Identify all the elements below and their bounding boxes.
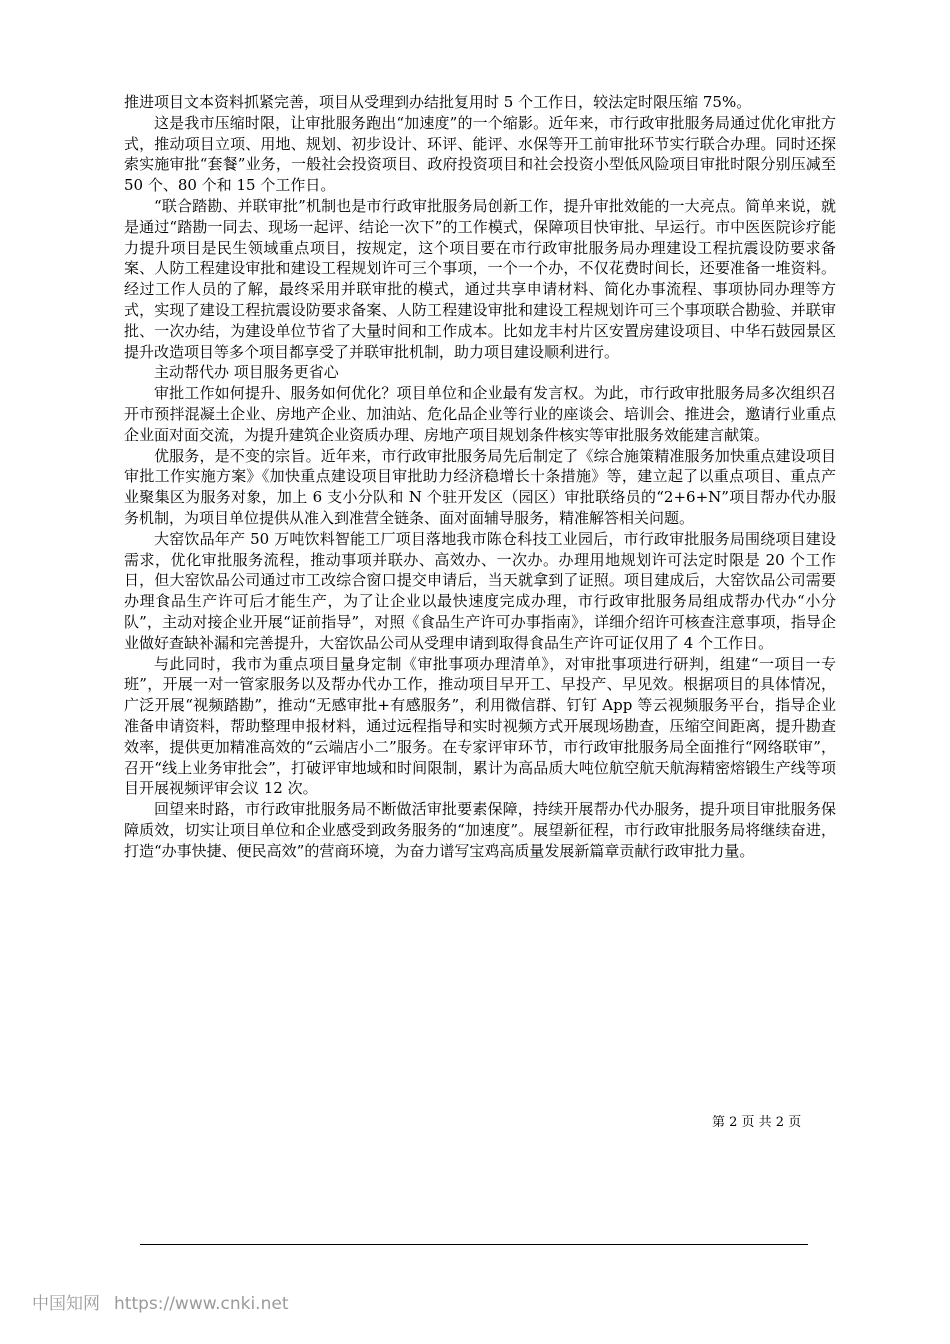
watermark-brand: 中国知网 bbox=[32, 1294, 100, 1314]
paragraph: 回望来时路，市行政审批服务局不断做活审批要素保障，持续开展帮办代办服务，提升项目审批服务保障质效，切实让项目单位和企业感受到政务服务的“加速度”。展望新征程，市行政审批服务局将继续奋进，打造“办事快捷、便民高效”的营商环境，为奋力谱写宝鸡高质量发展新篇章贡献行政审批力量。 bbox=[124, 800, 836, 860]
paragraph: 优服务，是不变的宗旨。近年来，市行政审批服务局先后制定了《综合施策精准服务加快重点建设项目审批工作实施方案》《加快重点建设项目审批助力经济稳增长十条措施》等，建立起了以重点项目、重点产业聚集区为服务对象，加上 6 支小分队和 N 个驻开发区（园区）审批联络员的“2+6+N”项目帮办代办服务机制，为项目单位提供从准入到准营全链条、面对面辅导服务，精准解答相关问题。 bbox=[124, 446, 836, 527]
page-number: 第 2 页 共 2 页 bbox=[712, 1115, 802, 1130]
paragraph: 审批工作如何提升、服务如何优化？项目单位和企业最有发言权。为此，市行政审批服务局多次组织召开市预拌混凝土企业、房地产企业、加油站、危化品企业等行业的座谈会、培训会、推进会，邀请行业重点企业面对面交流，为提升建筑企业资质办理、房地产项目规划条件核实等审批服务效能建言献策。 bbox=[124, 384, 836, 444]
paragraph: “联合踏勘、并联审批”机制也是市行政审批服务局创新工作，提升审批效能的一大亮点。简单来说，就是通过“踏勘一同去、现场一起评、结论一次下”的工作模式，保障项目快审批、早运行。市中医医院诊疗能力提升项目是民生领域重点项目，按规定，这个项目要在市行政审批服务局办理建设工程抗震设防要求备案、人防工程建设审批和建设工程规划许可三个事项，一个一个办，不仅花费时间长，还要准备一堆资料。经过工作人员的了解，最终采用并联审批的模式，通过共享申请材料、简化办事流程、事项协同办理等方式，实现了建设工程抗震设防要求备案、人防工程建设审批和建设工程规划许可三个事项联合勘验、并联审批、一次办结，为建设单位节省了大量时间和工作成本。比如龙丰村片区安置房建设项目、中华石鼓园景区提升改造项目等多个项目都享受了并联审批机制，助力项目建设顺利进行。 bbox=[124, 196, 836, 361]
article-body bbox=[124, 92, 836, 861]
cnki-watermark bbox=[32, 1293, 288, 1315]
paragraph: 大窑饮品年产 50 万吨饮料智能工厂项目落地我市陈仓科技工业园后，市行政审批服务局围绕项目建设需求，优化审批服务流程，推动事项并联办、高效办、一次办。办理用地规划许可法定时限是 20 个工作日，但大窑饮品公司通过市工改综合窗口提交申请后，当天就拿到了证照。项目建成后，大窑饮品公司需要办理食品生产许可后才能生产，为了让企业以最快速度完成办理，市行政审批服务局组成帮办代办“小分队”，主动对接企业开展“证前指导”，对照《食品生产许可办事指南》，详细介绍许可核查注意事项，指导企业做好查缺补漏和完善提升，大窑饮品公司从受理申请到取得食品生产许可证仅用了 4 个工作日。 bbox=[124, 529, 836, 652]
paragraph: 与此同时，我市为重点项目量身定制《审批事项办理清单》，对审批事项进行研判，组建“一项目一专班”，开展一对一管家服务以及帮办代办工作，推动项目早开工、早投产、早见效。根据项目的具体情况，广泛开展“视频踏勘”，推动“无感审批+有感服务”，利用微信群、钉钉 App 等云视频服务平台，指导企业准备申请资料，帮助整理申报材料，通过远程指导和实时视频方式开展现场勘查，压缩空间距离，提升勘查效率，提供更加精准高效的“云端店小二”服务。在专家评审环节，市行政审批服务局全面推行“网络联审”，召开“线上业务审批会”，打破评审地域和时间限制，累计为高品质大吨位航空航天航海精密熔锻生产线等项目开展视频评审会议 12 次。 bbox=[124, 654, 836, 798]
watermark-url[interactable]: https://www.cnki.net bbox=[114, 1294, 289, 1314]
paragraph: 这是我市压缩时限，让审批服务跑出“加速度”的一个缩影。近年来，市行政审批服务局通过优化审批方式，推动项目立项、用地、规划、初步设计、环评、能评、水保等开工前审批环节实行联合办理。同时还探索实施审批“套餐”业务，一般社会投资项目、政府投资项目和社会投资小型低风险项目审批时限分别压减至 50 个、80 个和 15 个工作日。 bbox=[124, 113, 836, 195]
paragraph: 推进项目文本资料抓紧完善，项目从受理到办结批复用时 5 个工作日，较法定时限压缩 75%。 bbox=[124, 93, 752, 111]
footer-divider bbox=[140, 1244, 808, 1245]
paragraph: 主动帮代办 项目服务更省心 bbox=[154, 363, 339, 382]
